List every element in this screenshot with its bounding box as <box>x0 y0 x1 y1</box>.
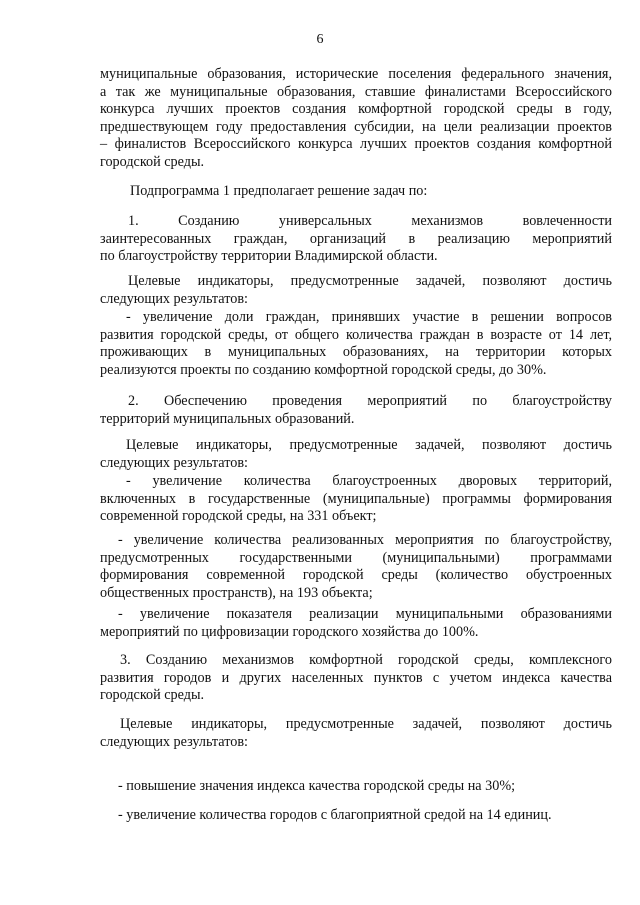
text-line: - увеличение количества реализованных мероприятия по благоустройству, <box>118 532 612 548</box>
text-line: - увеличение количества благоустроенных дворовых территорий, <box>126 473 612 489</box>
indicators-2-paragraph <box>100 437 612 472</box>
text-line: развития городов и других населенных пунктов с учетом индекса качества <box>100 669 612 686</box>
result-2a-paragraph <box>100 473 612 526</box>
text-line: следующих результатов: <box>100 733 248 750</box>
task-2-paragraph <box>100 393 612 428</box>
text-line: предшествующем году предоставления субсидии, на цели реализации проектов <box>100 118 612 135</box>
subprogram-paragraph: Подпрограмма 1 предполагает решение задач по: <box>130 183 428 199</box>
text-line: конкурса лучших проектов создания комфортной городской среды в году, <box>100 101 612 118</box>
text-line: – финалистов Всероссийского конкурса лучших проектов создания комфортной <box>100 136 612 153</box>
text-line: проживающих в муниципальных образованиях, на территории которых <box>100 344 612 361</box>
result-2c-paragraph <box>100 606 612 641</box>
text-line: современной городской среды, на 331 объект; <box>100 508 377 525</box>
text-line: Целевые индикаторы, предусмотренные задачей, позволяют достичь <box>128 273 612 289</box>
text-line: включенных в государственные (муниципальные) программы формирования <box>100 490 612 507</box>
text-line: а так же муниципальные образования, ставшие финалистами Всероссийского <box>100 83 612 100</box>
text-line: 3. Созданию механизмов комфортной городской среды, комплексного <box>120 652 612 668</box>
result-1-paragraph <box>100 309 612 379</box>
indicators-1-paragraph <box>100 273 612 308</box>
intro-paragraph <box>100 66 612 172</box>
task-1-paragraph <box>100 213 612 266</box>
text-line: территорий муниципальных образований. <box>100 410 355 427</box>
text-line: Целевые индикаторы, предусмотренные задачей, позволяют достичь <box>120 716 612 732</box>
text-line: реализуются проекты по созданию комфортной городской среды, до 30%. <box>100 361 547 378</box>
text-line: развития городской среды, от общего количества граждан в возрасте от 14 лет, <box>100 326 612 343</box>
text-line: городской среды. <box>100 153 205 170</box>
text-line: общественных пространств), на 193 объекта; <box>100 584 373 601</box>
result-3b-paragraph: - увеличение количества городов с благоприятной средой на 14 единиц. <box>118 807 552 823</box>
text-line: городской среды. <box>100 687 205 704</box>
text-line: 1. Созданию универсальных механизмов вовлеченности <box>128 213 612 229</box>
text-line: 2. Обеспечению проведения мероприятий по благоустройству <box>128 393 612 409</box>
text-line: формирования современной городской среды (количество обустроенных <box>100 567 612 584</box>
text-line: муниципальные образования, исторические поселения федерального значения, <box>100 66 612 82</box>
page-number: 6 <box>316 32 324 47</box>
text-line: предусмотренных государственными (муниципальными) программами <box>100 549 612 566</box>
text-line: - увеличение показателя реализации муниципальными образованиями <box>118 606 612 622</box>
task-3-paragraph <box>100 652 612 705</box>
text-line: следующих результатов: <box>100 290 248 307</box>
result-2b-paragraph <box>100 532 612 602</box>
indicators-3-paragraph <box>100 716 612 751</box>
text-line: по благоустройству территории Владимирской области. <box>100 248 438 265</box>
text-line: мероприятий по цифровизации городского хозяйства до 100%. <box>100 623 479 640</box>
result-3a-paragraph: - повышение значения индекса качества городской среды на 30%; <box>118 778 516 794</box>
text-line: - увеличение доли граждан, принявших участие в решении вопросов <box>126 309 612 325</box>
text-line: следующих результатов: <box>100 454 248 471</box>
text-line: Целевые индикаторы, предусмотренные задачей, позволяют достичь <box>126 437 612 453</box>
text-line: заинтересованных граждан, организаций в реализацию мероприятий <box>100 230 612 247</box>
